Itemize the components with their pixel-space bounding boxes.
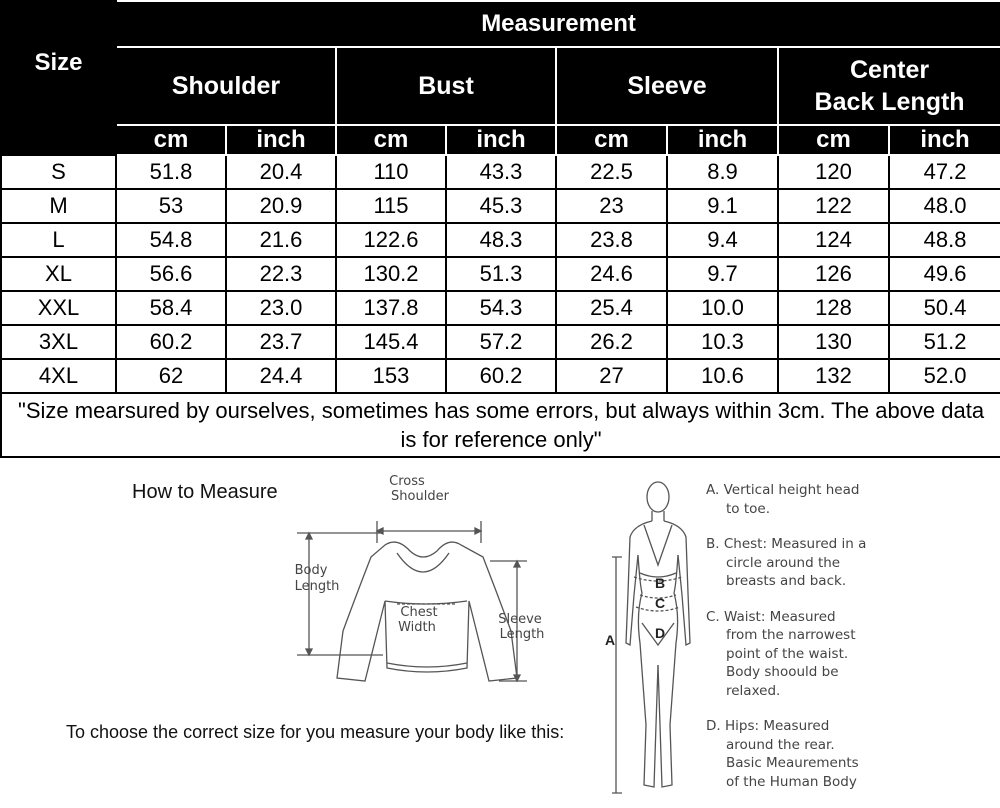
legend-heading: C. Waist: Measured (706, 608, 836, 625)
measurement-cell: 10.3 (667, 325, 778, 359)
size-header-spacer (1, 125, 116, 155)
body-length-label: Length (294, 579, 340, 594)
measurement-cell: 22.3 (226, 257, 336, 291)
measurement-cell: 53 (116, 189, 226, 223)
unit-header: cm (778, 125, 889, 155)
measurement-cell: 57.2 (446, 325, 556, 359)
size-row (1, 325, 1000, 359)
how-to-measure-title: How to Measure (132, 481, 278, 503)
measurement-cell: 50.4 (889, 291, 1000, 325)
size-row (1, 189, 1000, 223)
unit-header: inch (226, 125, 336, 155)
measurement-cell: 124 (778, 223, 889, 257)
chest-width-label: Chest (400, 605, 438, 620)
measurement-cell: 25.4 (556, 291, 667, 325)
measurement-cell: 23.7 (226, 325, 336, 359)
measurement-cell: 24.6 (556, 257, 667, 291)
sleeve-header: Sleeve (556, 47, 778, 125)
size-note: "Size mearsured by ourselves, sometimes has some errors, but always within 3cm. The above data is for reference only" (1, 393, 1000, 457)
measurement-cell: 153 (336, 359, 446, 393)
unit-header: inch (667, 125, 778, 155)
size-label-cell: S (1, 155, 116, 189)
center-back-length-header: Center Back Length (778, 47, 1000, 125)
unit-header: cm (116, 125, 226, 155)
garment-measure-diagram (285, 473, 555, 693)
measurement-cell: 130.2 (336, 257, 446, 291)
measurement-cell: 20.4 (226, 155, 336, 189)
measurement-cell: 8.9 (667, 155, 778, 189)
measurement-cell: 54.8 (116, 223, 226, 257)
measurement-cell: 9.1 (667, 189, 778, 223)
measurement-cell: 22.5 (556, 155, 667, 189)
measurement-cell: 9.7 (667, 257, 778, 291)
measurement-cell: 54.3 (446, 291, 556, 325)
measurement-cell: 128 (778, 291, 889, 325)
measurement-cell: 60.2 (116, 325, 226, 359)
size-row (1, 291, 1000, 325)
measurement-cell: 58.4 (116, 291, 226, 325)
size-row (1, 155, 1000, 189)
legend-line: Basic Meaurements (726, 755, 859, 771)
measurement-cell: 110 (336, 155, 446, 189)
legend-item (706, 481, 906, 518)
measurement-cell: 132 (778, 359, 889, 393)
chest-width-label: Width (398, 620, 436, 635)
measurement-cell: 45.3 (446, 189, 556, 223)
legend-heading: A. Vertical height head (706, 482, 860, 498)
legend-item (706, 608, 906, 701)
hips-marker-d: D (654, 625, 666, 641)
legend-line: circle around the (726, 554, 841, 571)
legend-line: around the rear. (726, 736, 835, 753)
size-label-cell: XL (1, 257, 116, 291)
measurement-cell: 48.0 (889, 189, 1000, 223)
legend-line: to toe. (726, 500, 770, 517)
size-column-header: Size (1, 1, 116, 125)
unit-header: cm (556, 125, 667, 155)
measurement-cell: 10.6 (667, 359, 778, 393)
measurement-cell: 115 (336, 189, 446, 223)
legend-line: of the Human Body (726, 773, 857, 790)
unit-header: cm (336, 125, 446, 155)
unit-header: inch (889, 125, 1000, 155)
measurement-cell: 47.2 (889, 155, 1000, 189)
bust-header: Bust (336, 47, 556, 125)
measurement-cell: 9.4 (667, 223, 778, 257)
measurement-cell: 51.8 (116, 155, 226, 189)
measurement-cell: 122.6 (336, 223, 446, 257)
measurement-cell: 49.6 (889, 257, 1000, 291)
measurement-header: Measurement (116, 1, 1000, 47)
measurement-cell: 56.6 (116, 257, 226, 291)
size-row (1, 223, 1000, 257)
measurement-cell: 122 (778, 189, 889, 223)
measurement-cell: 60.2 (446, 359, 556, 393)
measurement-cell: 51.3 (446, 257, 556, 291)
sleeve-length-label: Sleeve (498, 612, 542, 627)
measurement-cell: 62 (116, 359, 226, 393)
measurement-cell: 23.8 (556, 223, 667, 257)
measurement-cell: 130 (778, 325, 889, 359)
waist-marker-c: C (654, 595, 666, 611)
legend-line: from the narrowest (726, 627, 856, 643)
measurement-cell: 20.9 (226, 189, 336, 223)
legend-item (706, 535, 906, 591)
measurement-cell: 48.8 (889, 223, 1000, 257)
sleeve-length-label: Length (499, 627, 545, 642)
body-length-label: Body (294, 563, 328, 578)
size-label-cell: M (1, 189, 116, 223)
measurement-cell: 27 (556, 359, 667, 393)
measure-instruction: To choose the correct size for you measure your body like this: (66, 722, 565, 742)
measurement-cell: 21.6 (226, 223, 336, 257)
chest-marker-b: B (654, 575, 666, 591)
measurement-legend (706, 481, 906, 808)
measurement-cell: 10.0 (667, 291, 778, 325)
legend-heading: D. Hips: Measured (706, 718, 830, 734)
cross-shoulder-label: Shoulder (391, 489, 449, 504)
height-marker-a: A (604, 632, 616, 648)
measure-guide (0, 455, 1000, 801)
measurement-cell: 137.8 (336, 291, 446, 325)
cross-shoulder-label: Cross (389, 474, 425, 489)
measurement-cell: 43.3 (446, 155, 556, 189)
legend-line: relaxed. (726, 682, 781, 699)
measurement-cell: 126 (778, 257, 889, 291)
legend-line: point of the waist. (726, 645, 849, 662)
measurement-cell: 23.0 (226, 291, 336, 325)
measurement-cell: 120 (778, 155, 889, 189)
measurement-cell: 23 (556, 189, 667, 223)
measurement-cell: 51.2 (889, 325, 1000, 359)
legend-heading: B. Chest: Measured in a (706, 536, 867, 552)
measurement-cell: 24.4 (226, 359, 336, 393)
measurement-cell: 52.0 (889, 359, 1000, 393)
size-label-cell: 3XL (1, 325, 116, 359)
size-label-cell: L (1, 223, 116, 257)
unit-header: inch (446, 125, 556, 155)
size-label-cell: 4XL (1, 359, 116, 393)
measurement-cell: 48.3 (446, 223, 556, 257)
shoulder-header: Shoulder (116, 47, 336, 125)
legend-line: Body shoould be (726, 664, 839, 680)
size-row (1, 257, 1000, 291)
size-row (1, 359, 1000, 393)
measurement-cell: 26.2 (556, 325, 667, 359)
legend-item (706, 717, 906, 791)
body-measure-figure (600, 475, 700, 801)
size-label-cell: XXL (1, 291, 116, 325)
legend-line: breasts and back. (726, 573, 847, 589)
measurement-cell: 145.4 (336, 325, 446, 359)
